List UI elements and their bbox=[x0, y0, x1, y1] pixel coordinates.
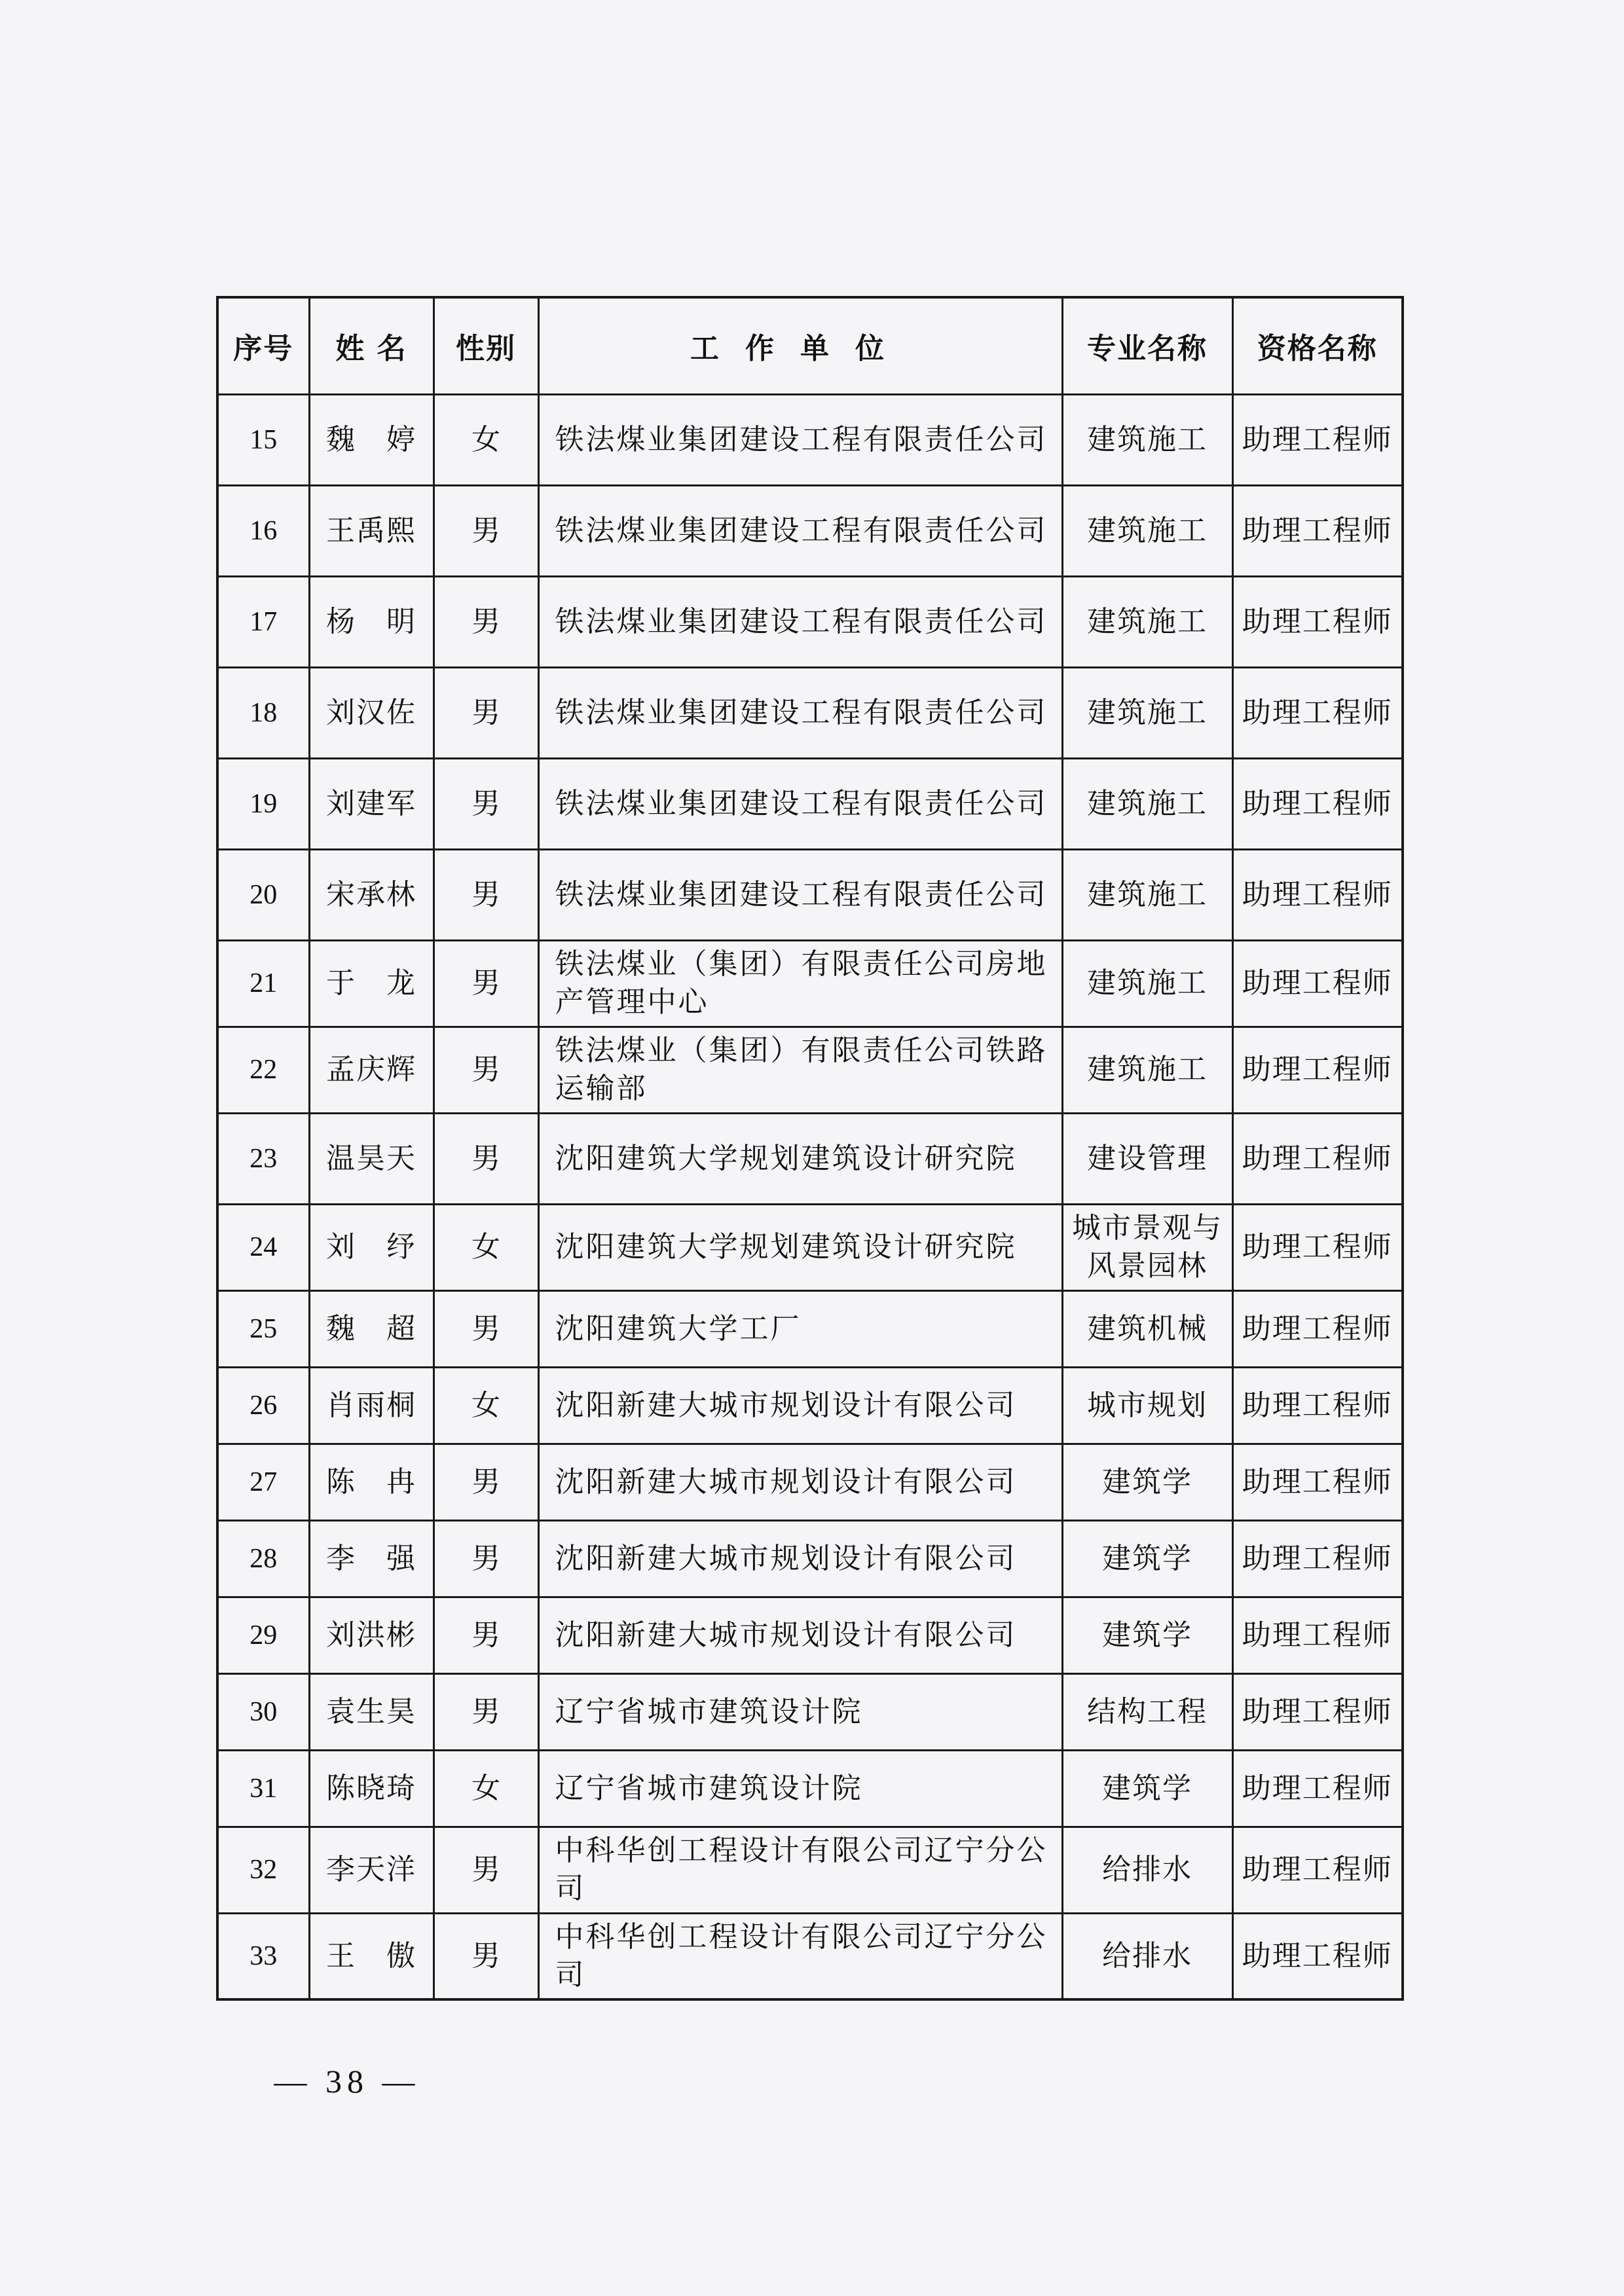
header-gender: 性别 bbox=[434, 297, 538, 394]
cell-gender: 男 bbox=[434, 667, 538, 758]
cell-seq: 32 bbox=[217, 1827, 309, 1913]
cell-major: 给排水 bbox=[1062, 1913, 1232, 1999]
cell-name: 王 傲 bbox=[309, 1913, 434, 1999]
table-row bbox=[217, 1520, 1403, 1597]
cell-seq: 29 bbox=[217, 1597, 309, 1673]
cell-major: 城市景观与风景园林 bbox=[1062, 1204, 1232, 1290]
cell-qualification: 助理工程师 bbox=[1232, 485, 1403, 576]
cell-name: 宋承林 bbox=[309, 849, 434, 940]
header-seq: 序号 bbox=[217, 297, 309, 394]
cell-name: 李 强 bbox=[309, 1520, 434, 1597]
cell-gender: 男 bbox=[434, 849, 538, 940]
cell-unit: 铁法煤业（集团）有限责任公司房地产管理中心 bbox=[538, 940, 1062, 1027]
cell-name: 于 龙 bbox=[309, 940, 434, 1027]
cell-gender: 女 bbox=[434, 1204, 538, 1290]
cell-major: 建设管理 bbox=[1062, 1113, 1232, 1204]
cell-major: 建筑学 bbox=[1062, 1520, 1232, 1597]
cell-gender: 男 bbox=[434, 1027, 538, 1113]
cell-seq: 19 bbox=[217, 758, 309, 849]
cell-seq: 21 bbox=[217, 940, 309, 1027]
cell-qualification: 助理工程师 bbox=[1232, 758, 1403, 849]
cell-name: 杨 明 bbox=[309, 576, 434, 667]
table-row bbox=[217, 1597, 1403, 1673]
cell-gender: 男 bbox=[434, 1520, 538, 1597]
cell-major: 建筑施工 bbox=[1062, 576, 1232, 667]
table-row bbox=[217, 1027, 1403, 1113]
cell-qualification: 助理工程师 bbox=[1232, 667, 1403, 758]
cell-major: 建筑机械 bbox=[1062, 1290, 1232, 1367]
cell-gender: 男 bbox=[434, 1444, 538, 1520]
table-row bbox=[217, 485, 1403, 576]
cell-seq: 17 bbox=[217, 576, 309, 667]
cell-seq: 20 bbox=[217, 849, 309, 940]
cell-qualification: 助理工程师 bbox=[1232, 1913, 1403, 1999]
cell-qualification: 助理工程师 bbox=[1232, 1113, 1403, 1204]
cell-major: 建筑施工 bbox=[1062, 758, 1232, 849]
cell-major: 建筑施工 bbox=[1062, 940, 1232, 1027]
cell-unit: 中科华创工程设计有限公司辽宁分公司 bbox=[538, 1827, 1062, 1913]
cell-seq: 15 bbox=[217, 394, 309, 485]
cell-qualification: 助理工程师 bbox=[1232, 1444, 1403, 1520]
cell-name: 刘 纾 bbox=[309, 1204, 434, 1290]
cell-name: 袁生昊 bbox=[309, 1673, 434, 1750]
cell-name: 陈晓琦 bbox=[309, 1750, 434, 1827]
cell-gender: 女 bbox=[434, 1367, 538, 1444]
cell-gender: 男 bbox=[434, 1913, 538, 1999]
cell-seq: 26 bbox=[217, 1367, 309, 1444]
header-name: 姓 名 bbox=[309, 297, 434, 394]
cell-unit: 铁法煤业集团建设工程有限责任公司 bbox=[538, 758, 1062, 849]
table-row bbox=[217, 940, 1403, 1027]
cell-name: 刘建军 bbox=[309, 758, 434, 849]
cell-major: 建筑施工 bbox=[1062, 394, 1232, 485]
table-row bbox=[217, 1913, 1403, 1999]
cell-gender: 女 bbox=[434, 394, 538, 485]
cell-unit: 辽宁省城市建筑设计院 bbox=[538, 1673, 1062, 1750]
cell-unit: 沈阳新建大城市规划设计有限公司 bbox=[538, 1444, 1062, 1520]
cell-major: 建筑学 bbox=[1062, 1750, 1232, 1827]
table-row bbox=[217, 1827, 1403, 1913]
cell-major: 建筑学 bbox=[1062, 1597, 1232, 1673]
table-row bbox=[217, 1290, 1403, 1367]
cell-major: 建筑学 bbox=[1062, 1444, 1232, 1520]
cell-seq: 33 bbox=[217, 1913, 309, 1999]
cell-seq: 27 bbox=[217, 1444, 309, 1520]
cell-unit: 铁法煤业集团建设工程有限责任公司 bbox=[538, 485, 1062, 576]
cell-qualification: 助理工程师 bbox=[1232, 1673, 1403, 1750]
cell-name: 李天洋 bbox=[309, 1827, 434, 1913]
header-major: 专业名称 bbox=[1062, 297, 1232, 394]
cell-unit: 沈阳建筑大学规划建筑设计研究院 bbox=[538, 1204, 1062, 1290]
cell-unit: 辽宁省城市建筑设计院 bbox=[538, 1750, 1062, 1827]
cell-seq: 30 bbox=[217, 1673, 309, 1750]
table-row bbox=[217, 1750, 1403, 1827]
cell-qualification: 助理工程师 bbox=[1232, 1290, 1403, 1367]
cell-unit: 铁法煤业集团建设工程有限责任公司 bbox=[538, 849, 1062, 940]
cell-name: 肖雨桐 bbox=[309, 1367, 434, 1444]
cell-major: 建筑施工 bbox=[1062, 849, 1232, 940]
cell-name: 陈 冉 bbox=[309, 1444, 434, 1520]
cell-qualification: 助理工程师 bbox=[1232, 1827, 1403, 1913]
cell-major: 建筑施工 bbox=[1062, 1027, 1232, 1113]
cell-seq: 22 bbox=[217, 1027, 309, 1113]
cell-unit: 铁法煤业集团建设工程有限责任公司 bbox=[538, 667, 1062, 758]
cell-seq: 28 bbox=[217, 1520, 309, 1597]
cell-qualification: 助理工程师 bbox=[1232, 1367, 1403, 1444]
table-row bbox=[217, 1367, 1403, 1444]
table-row bbox=[217, 1204, 1403, 1290]
cell-gender: 男 bbox=[434, 758, 538, 849]
table-row bbox=[217, 576, 1403, 667]
cell-name: 王禹熙 bbox=[309, 485, 434, 576]
table-row bbox=[217, 758, 1403, 849]
cell-gender: 男 bbox=[434, 1597, 538, 1673]
page-number: — 38 — bbox=[274, 2063, 420, 2100]
cell-seq: 24 bbox=[217, 1204, 309, 1290]
table-row bbox=[217, 1113, 1403, 1204]
table-row bbox=[217, 849, 1403, 940]
cell-name: 刘洪彬 bbox=[309, 1597, 434, 1673]
cell-major: 结构工程 bbox=[1062, 1673, 1232, 1750]
cell-unit: 铁法煤业集团建设工程有限责任公司 bbox=[538, 576, 1062, 667]
cell-unit: 沈阳新建大城市规划设计有限公司 bbox=[538, 1597, 1062, 1673]
cell-name: 魏 超 bbox=[309, 1290, 434, 1367]
cell-unit: 沈阳新建大城市规划设计有限公司 bbox=[538, 1520, 1062, 1597]
cell-seq: 25 bbox=[217, 1290, 309, 1367]
cell-unit: 中科华创工程设计有限公司辽宁分公司 bbox=[538, 1913, 1062, 1999]
cell-gender: 男 bbox=[434, 940, 538, 1027]
cell-major: 建筑施工 bbox=[1062, 667, 1232, 758]
cell-gender: 男 bbox=[434, 1673, 538, 1750]
cell-qualification: 助理工程师 bbox=[1232, 576, 1403, 667]
table-header-row bbox=[217, 297, 1403, 394]
cell-gender: 男 bbox=[434, 485, 538, 576]
cell-name: 温昊天 bbox=[309, 1113, 434, 1204]
table-row bbox=[217, 1673, 1403, 1750]
cell-unit: 沈阳建筑大学规划建筑设计研究院 bbox=[538, 1113, 1062, 1204]
cell-major: 建筑施工 bbox=[1062, 485, 1232, 576]
cell-qualification: 助理工程师 bbox=[1232, 849, 1403, 940]
cell-qualification: 助理工程师 bbox=[1232, 1027, 1403, 1113]
cell-gender: 男 bbox=[434, 1827, 538, 1913]
cell-gender: 男 bbox=[434, 1290, 538, 1367]
qualification-roster-table bbox=[216, 296, 1404, 2001]
cell-unit: 沈阳建筑大学工厂 bbox=[538, 1290, 1062, 1367]
cell-seq: 31 bbox=[217, 1750, 309, 1827]
table-row bbox=[217, 1444, 1403, 1520]
cell-gender: 男 bbox=[434, 1113, 538, 1204]
cell-name: 魏 婷 bbox=[309, 394, 434, 485]
cell-qualification: 助理工程师 bbox=[1232, 1597, 1403, 1673]
cell-gender: 男 bbox=[434, 576, 538, 667]
cell-qualification: 助理工程师 bbox=[1232, 940, 1403, 1027]
cell-unit: 铁法煤业集团建设工程有限责任公司 bbox=[538, 394, 1062, 485]
cell-unit: 沈阳新建大城市规划设计有限公司 bbox=[538, 1367, 1062, 1444]
table-row bbox=[217, 394, 1403, 485]
cell-unit: 铁法煤业（集团）有限责任公司铁路运输部 bbox=[538, 1027, 1062, 1113]
cell-seq: 16 bbox=[217, 485, 309, 576]
cell-seq: 23 bbox=[217, 1113, 309, 1204]
cell-seq: 18 bbox=[217, 667, 309, 758]
header-unit: 工作单位 bbox=[538, 297, 1062, 394]
cell-major: 城市规划 bbox=[1062, 1367, 1232, 1444]
cell-qualification: 助理工程师 bbox=[1232, 1204, 1403, 1290]
cell-qualification: 助理工程师 bbox=[1232, 1750, 1403, 1827]
cell-gender: 女 bbox=[434, 1750, 538, 1827]
cell-qualification: 助理工程师 bbox=[1232, 1520, 1403, 1597]
header-qualification: 资格名称 bbox=[1232, 297, 1403, 394]
cell-qualification: 助理工程师 bbox=[1232, 394, 1403, 485]
cell-name: 刘汉佐 bbox=[309, 667, 434, 758]
cell-name: 孟庆辉 bbox=[309, 1027, 434, 1113]
cell-major: 给排水 bbox=[1062, 1827, 1232, 1913]
table-row bbox=[217, 667, 1403, 758]
